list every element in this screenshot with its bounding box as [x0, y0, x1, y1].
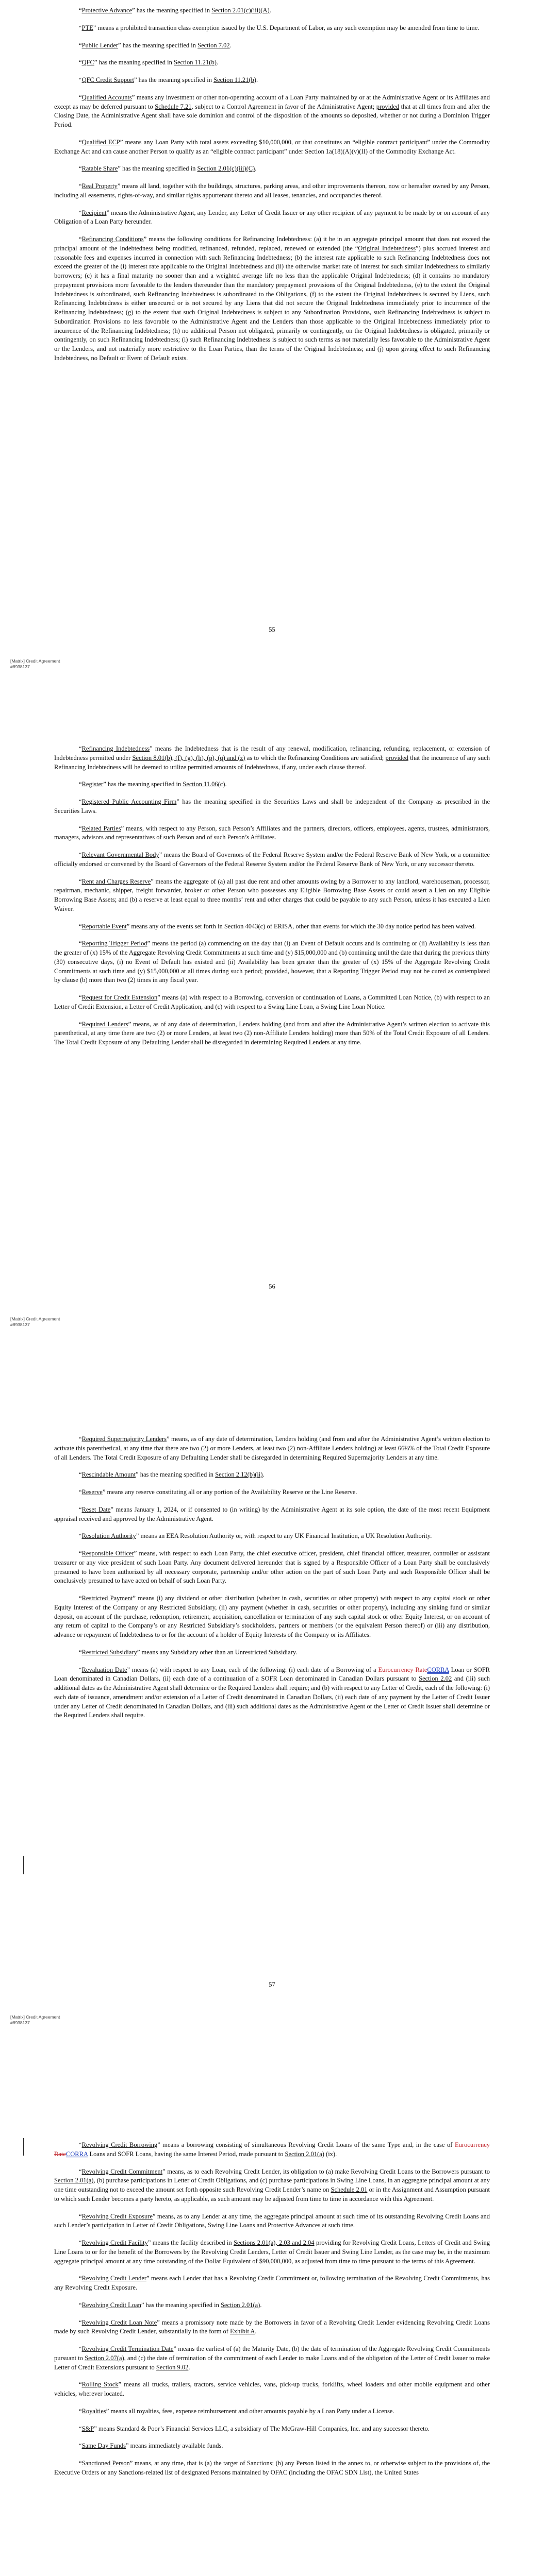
definition-revolving-credit-loan-note: “Revolving Credit Loan Note” means a promissory note made by the Borrowers in favor of a Revolving Credit Lender evidencing Revolving Credit Loans made by such Revolving Credit Lender, substantially in the form of Exhibit A.	[54, 2318, 490, 2335]
section-reference: Schedule 7.21	[155, 103, 192, 110]
change-bar	[23, 2138, 24, 2156]
defined-term: Reportable Event	[81, 922, 127, 930]
defined-term: Recipient	[81, 209, 107, 216]
section-reference: Sections 2.01(a), 2.03 and 2.04	[233, 2239, 315, 2246]
definition-qualified-ecp: “Qualified ECP” means any Loan Party with total assets exceeding $10,000,000, or that constitutes an “eligible contract participant” under the Commodity Exchange Act and can cause another Person to qualify as an “eligible contract participant” under Section 1a(18)(A)(v)(II) of the Commodity Exchange Act.	[54, 138, 490, 155]
defined-term: Responsible Officer	[81, 1550, 134, 1557]
definition-restricted-payment: “Restricted Payment” means (i) any dividend or other distribution (whether in cash, securities or other property) with respect to any capital stock or other Equity Interest of the Company or any Restricted Subsidiary, (ii) any payment (whether in cash, securities or other property), including any sinking fund or similar deposit, on account of the purchase, redemption, retirement, acquisition, cancellation or termination of any such capital stock or other Equity Interest, or on account of any return of capital to the Company’s or any Restricted Subsidiary’s stockholders, partners or members (or the equivalent Person thereof) or (iii) any distribution, advance or repayment of Indebtedness to or for the account of a holder of Equity Interests of the Company or its Affiliates.	[54, 1595, 490, 1638]
defined-term: Reporting Trigger Period	[81, 940, 147, 947]
page-55	[0, 0, 544, 690]
definition-relevant-governmental-body: “Relevant Governmental Body” means the Board of Governors of the Federal Reserve System and/or the Federal Reserve Bank of New York, or a committee officially endorsed or convened by the Board of Governors of the Federal Reserve System and/or the Federal Reserve Bank of New York, or any successor thereto.	[54, 851, 490, 868]
page-body	[54, 1435, 490, 1728]
defined-term: Qualified Accounts	[81, 93, 132, 101]
definition-reserve: “Reserve” means any reserve constituting all or any portion of the Availability Reserve or the Line Reserve.	[79, 1488, 357, 1496]
defined-term: Refinancing Conditions	[81, 235, 144, 243]
defined-term: Revolving Credit Exposure	[81, 2212, 153, 2220]
proviso: provided	[265, 967, 288, 975]
definition-same-day-funds: “Same Day Funds” means immediately available funds.	[79, 2442, 223, 2450]
section-reference: Section 2.02	[419, 1675, 452, 1683]
definition-related-parties: “Related Parties” means, with respect to any Person, such Person’s Affiliates and the partners, directors, officers, employees, agents, trustees, administrators, managers, advisors and representatives of such Person and of such Person’s Affiliates.	[54, 824, 490, 841]
definition-public-lender: “Public Lender” has the meaning specified in Section 7.02.	[79, 41, 232, 49]
exhibit-reference: Exhibit A	[230, 2328, 255, 2335]
defined-term: QFC	[81, 59, 94, 66]
definition-revolving-credit-facility: “Revolving Credit Facility” means the facility described in Sections 2.01(a), 2.03 and 2.04 providing for Revolving Credit Loans, Letters of Credit and Swing Line Loans to or for the benefit of the Borrowers by the Revolving Credit Lenders, Letter of Credit Issuer and Swing Line Lender, as the case may be, in the maximum aggregate principal amount at any time outstanding of the Dollar Equivalent of $90,000,000, as adjusted from time to time pursuant to the terms of this Agreement.	[54, 2239, 490, 2265]
inserted-text: CORRA	[427, 1666, 449, 1673]
defined-term: Revolving Credit Termination Date	[81, 2345, 174, 2352]
definition-sp: “S&P” means Standard & Poor’s Financial Services LLC, a subsidiary of The McGraw-Hill Companies, Inc. and any successor thereto.	[79, 2425, 430, 2432]
section-reference: Section 11.21(b)	[213, 76, 256, 83]
defined-term: Real Property	[81, 182, 118, 190]
defined-term: Request for Credit Extension	[81, 994, 158, 1001]
defined-term: Restricted Subsidiary	[81, 1648, 137, 1656]
defined-term: Qualified ECP	[81, 138, 120, 146]
definition-required-lenders: “Required Lenders” means, as of any date of determination, Lenders holding (and from and after the Administrative Agent’s written election to activate this parenthetical, at any time there are two (2) or more Lenders, at least two (2) non-Affiliate Lenders holding) more than 50% of the Total Credit Exposure of all Lenders. The Total Credit Exposure of any Defaulting Lender shall be disregarded in determining Required Lenders at any time.	[54, 1020, 490, 1046]
definition-refinancing-conditions: “Refinancing Conditions” means the following conditions for Refinancing Indebtedness: (a) it be in an aggregate principal amount that does not exceed the principal amount of the Indebtedness being modified, refinanced, refunded, replaced, renewed or extended (the “Original Indebtedness”) plus accrued interest and reasonable fees and expenses incurred in connection with such Refinancing Indebtedness; (b) the interest rate applicable to such Refinancing Indebtedness does not exceed the greater of the (i) interest rate applicable to the Original Indebtedness and (ii) the otherwise market rate of interest for such similar Indebtedness to similarly borrowers; (c) it has a final maturity no sooner than and a weighted average life no less than the applicable Original Indebtedness; (d) it contains no mandatory prepayment provisions more favorable to the lenders thereunder than the mandatory prepayment provisions of the Original Indebtedness, (e) to the extent the Original Indebtedness is subordinated, such Refinancing Indebtedness is subordinated to the Obligations, (f) to the extent the Original Indebtedness is secured by Liens, such Refinancing Indebtedness is either unsecured or is not secured by any Liens that did not secure the Original Indebtedness immediately prior to incurrence of the Refinancing Indebtedness; (g) to the extent that such Original Indebtedness is subject to any Subordination Provisions, such Refinancing Indebtedness is subject to Subordination Provisions no less favorable to the Administrative Agent and the Lenders than those applicable to the Original Indebtedness immediately prior to incurrence of the Refinancing Indebtedness; (h) no additional Person not obligated, primarily or contingently, on the Original Indebtedness is obligated, primarily or contingently, on such Refinancing Indebtedness; (i) such Refinancing Indebtedness is subject to such terms as not materially less favorable to the Administrative Agent or the Lenders, and not materially more restrictive to the Loan Parties, than the terms of the Original Indebtedness; and (j) upon giving effect to such Refinancing Indebtedness, no Default or Event of Default exists.	[54, 235, 490, 362]
section-reference: Section 7.02	[197, 41, 230, 49]
defined-term-inline: Original Indebtedness	[358, 244, 416, 252]
page-number: 56	[269, 1283, 275, 1290]
definition-revolving-credit-exposure: “Revolving Credit Exposure” means, as to any Lender at any time, the aggregate principal amount at such time of its outstanding Revolving Credit Loans and such Lender’s participation in Letter of Credit Obligations, Swing Line Loans and Protective Advances at such time.	[54, 2212, 490, 2229]
defined-term: Revolving Credit Commitment	[81, 2167, 163, 2175]
defined-term: Resolution Authority	[81, 1532, 136, 1540]
page-number: 55	[269, 626, 275, 633]
section-reference: Section 2.01(c)(iii)(C)	[197, 165, 255, 173]
definition-refinancing-indebtedness: “Refinancing Indebtedness” means the Indebtedness that is the result of any renewal, modification, refinancing, refunding, replacement, or extension of Indebtedness permitted under Section 8.01(b), (f), (g), (h), (p), (q) and (z) as to which the Refinancing Conditions are satisfied; provided that the incurrence of any such Refinancing Indebtedness will be deemed to utilize permitted amounts of Indebtedness, if any, under each clause thereof.	[54, 745, 490, 771]
defined-term: Protective Advance	[81, 7, 133, 14]
definition-qfc-credit-support: “QFC Credit Support” has the meaning specified in Section 11.21(b).	[79, 76, 258, 83]
defined-term: Revolving Credit Facility	[81, 2239, 148, 2246]
defined-term: Public Lender	[81, 41, 119, 49]
definition-royalties: “Royalties” means all royalties, fees, expense reimbursement and other amounts payable by a Loan Party under a License.	[79, 2407, 394, 2415]
definition-reporting-trigger-period: “Reporting Trigger Period” means the period (a) commencing on the day that (i) an Event of Default occurs and is continuing or (ii) Availability is less than the greater of (x) 15% of the Aggregate Revolving Credit Commitments at such time and (y) $15,000,000 and (b) continuing until the date that during the previous thirty (30) consecutive days, (i) no Event of Default has existed and (ii) Availability has been greater than the greater of (x) 15% of the Aggregate Revolving Credit Commitments at such time and (y) $15,000,000 at all times during such period; provided, however, that a Reporting Trigger Period may not be cured as contemplated by clause (b) more than two (2) times in any fiscal year.	[54, 940, 490, 984]
deleted-text: Eurocurrency Rate	[378, 1666, 427, 1673]
definition-rescindable-amount: “Rescindable Amount” has the meaning specified in Section 2.12(b)(ii).	[79, 1471, 265, 1479]
definition-responsible-officer: “Responsible Officer” means, with respect to each Loan Party, the chief executive officer, president, chief financial officer, treasurer, controller or assistant treasurer or any vice president of such Loan Party. Any document delivered hereunder that is signed by a Responsible Officer of a Loan Party shall be conclusively presumed to have been authorized by all necessary corporate, partnership and/or other action on the part of such Loan Party and such Responsible Officer shall be conclusively presumed to have acted on behalf of such Loan Party.	[54, 1550, 490, 1585]
defined-term: Registered Public Accounting Firm	[81, 798, 177, 805]
defined-term: QFC Credit Support	[81, 76, 134, 83]
change-bar	[23, 1856, 24, 1874]
footer-doc-id: #8938137	[10, 1322, 30, 1328]
document-footer	[10, 1316, 60, 1328]
proviso: provided	[385, 754, 408, 761]
page-56	[0, 690, 544, 1386]
defined-term: Revolving Credit Borrowing	[81, 2141, 158, 2148]
page-57	[0, 1386, 544, 2081]
footer-doc-id: #8938137	[10, 664, 30, 670]
footer-title: [Matrix] Credit Agreement	[10, 658, 60, 664]
definition-revolving-credit-borrowing: “Revolving Credit Borrowing” means a borrowing consisting of simultaneous Revolving Credit Loans of the same Type and, in the case of Eurocurrency RateCORRA Loans and SOFR Loans, having the same Interest Period, made pursuant to Section 2.01(a) (ix).	[54, 2141, 490, 2158]
definition-resolution-authority: “Resolution Authority” means an EEA Resolution Authority or, with respect to any UK Financial Institution, a UK Resolution Authority.	[79, 1532, 432, 1540]
page-body	[54, 2141, 490, 2486]
section-reference: Section 2.01(a)	[54, 2177, 94, 2184]
defined-term: Relevant Governmental Body	[81, 851, 159, 858]
definition-request-for-credit-extension: “Request for Credit Extension” means (a) with respect to a Borrowing, conversion or continuation of Loans, a Committed Loan Notice, (b) with respect to an Letter of Credit Extension, a Letter of Credit Application, and (c) with respect to a Swing Line Loan, a Swing Line Loan Notice.	[54, 994, 490, 1010]
section-reference: Section 9.02	[156, 2363, 189, 2371]
document-footer	[10, 2014, 60, 2026]
schedule-reference: Schedule 2.01	[331, 2186, 368, 2193]
section-reference: Section 11.21(b)	[174, 59, 217, 66]
defined-term: Rolling Stock	[81, 2381, 119, 2388]
definition-ratable-share: “Ratable Share” has the meaning specified in Section 2.01(c)(iii)(C).	[79, 165, 257, 173]
document-footer	[10, 658, 60, 670]
page-number: 57	[269, 1981, 275, 1988]
section-reference: Section 2.01(a)	[285, 2150, 324, 2158]
section-reference: Section 2.07(a)	[85, 2354, 124, 2362]
defined-term: Refinancing Indebtedness	[81, 745, 150, 752]
defined-term: Revolving Credit Lender	[81, 2275, 147, 2282]
definition-reportable-event: “Reportable Event” means any of the events set forth in Section 4043(c) of ERISA, other than events for which the 30 day notice period has been waived.	[79, 922, 476, 930]
deleted-text: Eurocurrency Rate	[54, 2141, 490, 2158]
definition-revolving-credit-loan: “Revolving Credit Loan” has the meaning specified in Section 2.01(a).	[79, 2301, 262, 2309]
definition-qualified-accounts: “Qualified Accounts” means any investment or other non-operating account of a Loan Party maintained by or at the Administrative Agent or its Affiliates and except as may be deferred pursuant to Schedule 7.21, subject to a Control Agreement in favor of the Administrative Agent; provided that at all times from and after the Closing Date, the Administrative Agent shall have sole dominion and control of the disposition of the amounts so deposited, whether or not during a Dominion Trigger Period.	[54, 93, 490, 128]
defined-term: Related Parties	[81, 824, 121, 832]
defined-term: Ratable Share	[81, 165, 118, 173]
section-reference: Section 2.01(c)(iii)(A)	[211, 7, 270, 14]
definition-register: “Register” has the meaning specified in Section 11.06(c).	[79, 781, 227, 788]
inserted-text: CORRA	[65, 2150, 88, 2158]
definition-rent-and-charges-reserve: “Rent and Charges Reserve” means the aggregate of (a) all past due rent and other amounts owing by a Borrower to any landlord, warehouseman, processor, repairman, mechanic, shipper, freight forwarder, broker or other Person who possesses any Eligible Borrowing Base Assets or could assert a Lien on any Eligible Borrowing Base Assets; and (b) a reserve at least equal to three months’ rent and other charges that could be payable to any such Person, unless it has executed a Lien Waiver.	[54, 877, 490, 912]
definition-revolving-credit-commitment: “Revolving Credit Commitment” means, as to each Revolving Credit Lender, its obligation to (a) make Revolving Credit Loans to the Borrowers pursuant to Section 2.01(a), (b) purchase participations in Letter of Credit Obligations, and (c) purchase participations in Swing Line Loans, in an aggregate principal amount at any one time outstanding not to exceed the amount set forth opposite such Revolving Credit Lender’s name on Schedule 2.01 or in the Assignment and Assumption pursuant to which such Lender becomes a party hereto, as applicable, as such amount may be adjusted from time to time in accordance with this Agreement.	[54, 2167, 490, 2202]
defined-term: Royalties	[81, 2407, 106, 2415]
definition-sanctioned-person: “Sanctioned Person” means, at any time, that is (a) the target of Sanctions; (b) any Person listed in the annex to, or otherwise subject to the provisions of, the Executive Orders or any Sanctions-related list of designated Persons maintained by OFAC (including the OFAC SDN List), the United States	[54, 2460, 490, 2476]
defined-term: Restricted Payment	[81, 1595, 133, 1602]
section-reference: Section 2.01(a)	[220, 2301, 260, 2309]
definition-reset-date: “Reset Date” means January 1, 2024, or if consented to (in writing) by the Administrative Agent at its sole option, the date of the most recent Equipment appraisal received and approved by the Administrative Agent.	[54, 1505, 490, 1522]
defined-term: Revolving Credit Loan Note	[81, 2318, 157, 2326]
definition-restricted-subsidiary: “Restricted Subsidiary” means any Subsidiary other than an Unrestricted Subsidiary.	[79, 1648, 298, 1656]
page-body	[54, 744, 490, 1056]
defined-term: Register	[81, 781, 104, 788]
definition-pte: “PTE” means a prohibited transaction class exemption issued by the U.S. Department of Labor, as any such exemption may be amended from time to time.	[79, 24, 480, 31]
definition-revolving-credit-lender: “Revolving Credit Lender” means each Lender that has a Revolving Credit Commitment or, following termination of the Revolving Credit Commitments, has any Revolving Credit Exposure.	[54, 2275, 490, 2291]
defined-term: PTE	[81, 24, 93, 31]
section-reference: Section 8.01(b), (f), (g), (h), (p), (q) and (z)	[132, 754, 245, 761]
definition-required-supermajority-lenders: “Required Supermajority Lenders” means, as of any date of determination, Lenders holding (and from and after the Administrative Agent’s written election to activate this parenthetical, at any time that there are two (2) or more Lenders, at least two (2) non-Affiliate Lenders holding) at least 66⅔% of the Total Credit Exposure of all Lenders. The Total Credit Exposure of any Defaulting Lender shall be disregarded in determining Required Supermajority Lenders at any time.	[54, 1435, 490, 1461]
defined-term: Rent and Charges Reserve	[81, 877, 151, 885]
footer-doc-id: #8938137	[10, 2020, 30, 2026]
definition-registered-public-accounting-firm: “Registered Public Accounting Firm” has the meaning specified in the Securities Laws and shall be independent of the Company as prescribed in the Securities Laws.	[54, 798, 490, 815]
defined-term: S&P	[81, 2425, 94, 2432]
section-reference: Section 2.12(b)(ii)	[215, 1471, 263, 1479]
proviso: provided	[376, 103, 400, 110]
defined-term: Same Day Funds	[81, 2442, 126, 2450]
defined-term: Sanctioned Person	[81, 2460, 130, 2467]
page-body	[54, 6, 490, 371]
footer-title: [Matrix] Credit Agreement	[10, 1316, 60, 1321]
defined-term: Rescindable Amount	[81, 1471, 136, 1479]
defined-term: Reserve	[81, 1488, 103, 1496]
definition-rolling-stock: “Rolling Stock” means all trucks, trailers, tractors, service vehicles, vans, pick-up trucks, forklifts, wheel loaders and other mobile equipment and other vehicles, wherever located.	[54, 2381, 490, 2397]
definition-revolving-credit-termination-date: “Revolving Credit Termination Date” means the earliest of (a) the Maturity Date, (b) the date of termination of the Aggregate Revolving Credit Commitments pursuant to Section 2.07(a), and (c) the date of termination of the commitment of each Lender to make Loans and of the obligation of the Letter of Credit Issuer to make Letter of Credit Extensions pursuant to Section 9.02.	[54, 2345, 490, 2371]
section-reference: Section 11.06(c)	[183, 781, 225, 788]
definition-revaluation-date: “Revaluation Date” means (a) with respect to any Loan, each of the following: (i) each date of a Borrowing of a Eurocurrency RateCORRA Loan or SOFR Loan denominated in Canadian Dollars, (ii) each date of a continuation of a SOFR Loan denominated in Canadian Dollars pursuant to Section 2.02 and (iii) such additional dates as the Administrative Agent shall determine or the Required Lenders shall require; and (b) with respect to any Letter of Credit, each of the following: (i) each date of issuance, amendment and/or extension of a Letter of Credit denominated in Canadian Dollars, (ii) each date of any payment by the Letter of Credit Issuer under any Letter of Credit denominated in Canadian Dollars, and (iii) such additional dates as the Administrative Agent or the Letter of Credit Issuer shall determine or the Required Lenders shall require.	[54, 1666, 490, 1719]
definition-protective-advance: “Protective Advance” has the meaning specified in Section 2.01(c)(iii)(A).	[79, 7, 271, 14]
defined-term: Required Lenders	[81, 1020, 128, 1028]
page-58	[0, 2081, 544, 2576]
defined-term: Revaluation Date	[81, 1666, 127, 1673]
definition-recipient: “Recipient” means the Administrative Agent, any Lender, any Letter of Credit Issuer or any other recipient of any payment to be made by or on account of any Obligation of a Loan Party hereunder.	[54, 209, 490, 226]
footer-title: [Matrix] Credit Agreement	[10, 2014, 60, 2020]
definition-qfc: “QFC” has the meaning specified in Section 11.21(b).	[79, 59, 218, 66]
defined-term: Required Supermajority Lenders	[81, 1435, 167, 1443]
defined-term: Revolving Credit Loan	[81, 2301, 141, 2309]
definition-real-property: “Real Property” means all land, together with the buildings, structures, parking areas, and other improvements thereon, now or hereafter owned by any Person, including all easements, rights-of-way, and similar rights appurtenant thereto and all leases, tenancies, and occupancies thereof.	[54, 182, 490, 199]
defined-term: Reset Date	[81, 1505, 111, 1513]
